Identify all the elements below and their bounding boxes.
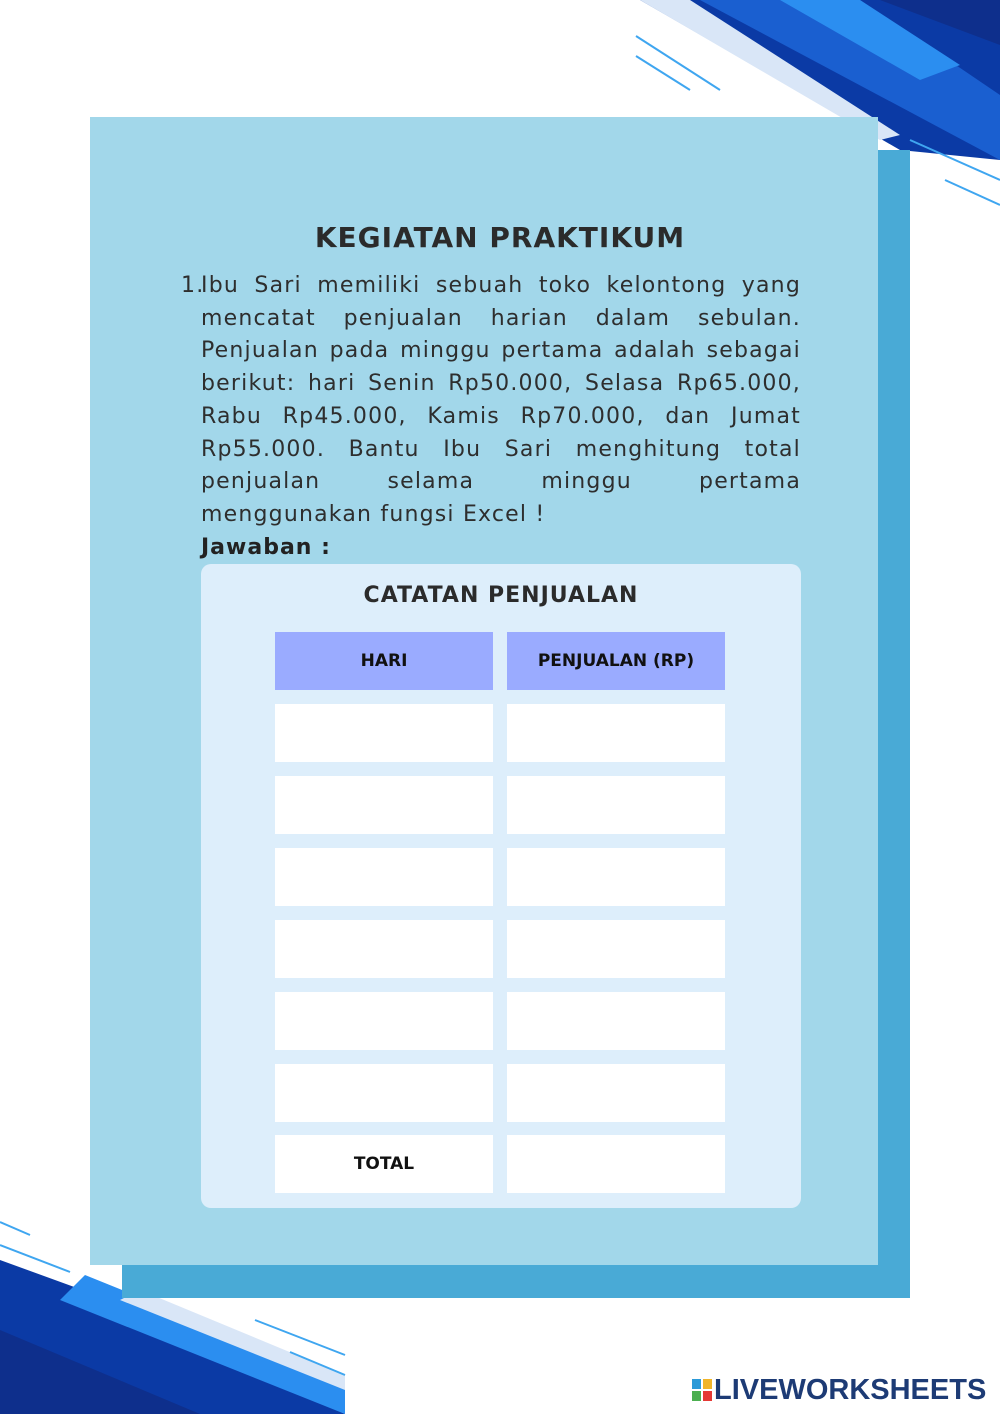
total-label: TOTAL [275,1135,493,1193]
header-penjualan: PENJUALAN (RP) [507,632,725,690]
header-hari: HARI [275,632,493,690]
sales-input[interactable] [507,1064,725,1122]
sales-input[interactable] [507,704,725,762]
day-input[interactable] [275,920,493,978]
liveworksheets-logo [692,1372,986,1408]
question-text: Ibu Sari memiliki sebuah toko kelontong yang mencatat penjualan harian dalam sebulan. Penjualan pada minggu pertama adalah sebagai berikut: hari Senin Rp50.000, Selasa Rp65.000, Rabu Rp45.000, Kamis Rp70.000, dan Jumat Rp55.000. Bantu Ibu Sari menghitung total penjualan selama minggu pertama menggunakan fungsi Excel ! [201,273,801,527]
day-input[interactable] [275,1064,493,1122]
answer-label: Jawaban : [201,535,331,560]
day-input[interactable] [275,992,493,1050]
table-title: CATATAN PENJUALAN [363,583,639,608]
day-input[interactable] [275,776,493,834]
day-input[interactable] [275,704,493,762]
worksheet-title: KEGIATAN PRAKTIKUM [314,221,686,254]
liveworksheets-logo-text: LIVEWORKSHEETS [714,1373,987,1406]
total-input[interactable] [507,1135,725,1193]
sales-input[interactable] [507,992,725,1050]
sales-input[interactable] [507,920,725,978]
day-input[interactable] [275,848,493,906]
question-number: 1. [181,273,205,298]
liveworksheets-logo-icon [692,1379,712,1401]
sales-input[interactable] [507,776,725,834]
sales-input[interactable] [507,848,725,906]
